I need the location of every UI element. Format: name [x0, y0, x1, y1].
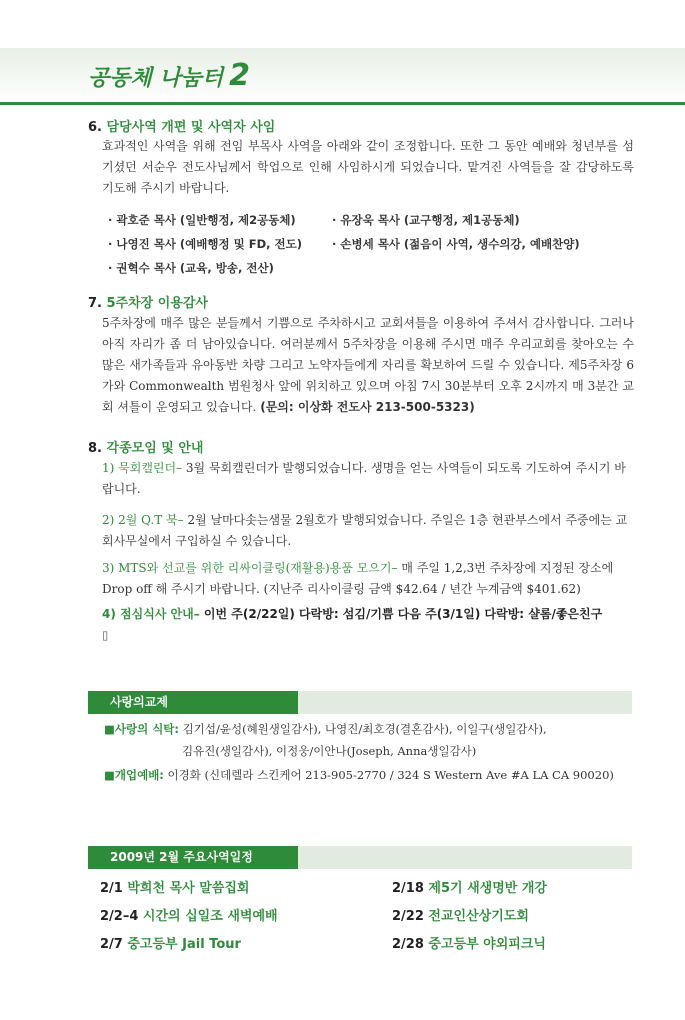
thanks-text-1: 김기섭/윤성(혜원생일감사), 나영진/최호경(결혼감사), 이일구(생일감사),: [179, 722, 547, 736]
schedule-name: 시간의 십일조 새벽예배: [142, 909, 278, 924]
schedule-event: [392, 933, 546, 952]
schedule-date: 2/7: [100, 937, 123, 952]
notice-text: 이번 주(2/22일) 다락방: 섬김/기쁨 다음 주(3/1일) 다락방: 샬롬/좋은친구: [199, 607, 603, 621]
opening-line: [104, 767, 614, 783]
thanks-line-1: [104, 721, 547, 737]
notice-item-4: [102, 604, 634, 625]
love-section-title: 사랑의교제: [88, 691, 298, 714]
section-6-title: [88, 116, 275, 135]
section-7-text: 5주차장에 매주 많은 분들께서 기쁨으로 주차하시고 교회셔틀을 이용하여 주셔서 감사합니다. 그러나 아직 자리가 좀 더 남아있습니다. 여러분께서 5주차장을 이용해 주시면 매주 우리교회를 찾아오는 수 많은 새가족들과 유아동반 차량 그리고 노약자들에게 자리를 확보하여 드릴 수 있습니다. 제5주차장 6가와 Commonwealth 범원청사 앞에 위치하고 있으며 아침 7시 30분부터 오후 2시까지 매 3분간 교회 셔틀이 운영되고 있습니다.: [102, 316, 634, 414]
schedule-event: [100, 905, 278, 924]
schedule-date: 2/2–4: [100, 909, 139, 924]
section-7-body: [102, 313, 634, 418]
opening-text: 이경화 (신데렐라 스킨케어 213-905-2770 / 324 S Western Ave #A LA CA 90020): [163, 768, 614, 782]
header-rule: [0, 102, 685, 105]
schedule-date: 2/28: [392, 937, 424, 952]
notice-item-1: [102, 458, 634, 500]
notice-item-3: [102, 558, 634, 600]
section-6-heading: 담당사역 개편 및 사역자 사임: [106, 120, 276, 135]
assignment-item: · 권혁수 목사 (교육, 방송, 전산): [108, 261, 274, 275]
section-7-number: 7.: [88, 296, 102, 311]
schedule-date: 2/18: [392, 881, 424, 896]
notice-text: 3월 묵회캘린더가 발행되었습니다. 생명을 얻는 사역들이 되도록 기도하여 주시기 바랍니다.: [102, 461, 626, 496]
section-7-title: [88, 292, 208, 311]
schedule-date: 2/22: [392, 909, 424, 924]
notice-text: 매 주일 1,2,3번 주차장에 지정된 장소에 Drop off 해 주시기 바랍니다. (지난주 리사이클링 금액 $42.64 / 년간 누계금액 $401.62): [102, 561, 614, 596]
page-title: [88, 58, 250, 93]
section-8-heading: 각종모임 및 안내: [106, 441, 204, 456]
schedule-name: 중고등부 Jail Tour: [127, 937, 241, 952]
schedule-event: [100, 933, 241, 952]
assignment-item: · 나영진 목사 (예배행정 및 FD, 전도): [108, 237, 302, 251]
page-title-text: 공동체 나눔터: [88, 66, 224, 91]
assignment-item: · 유장욱 목사 (교구행정, 제1공동체): [332, 213, 520, 227]
schedule-event: [392, 905, 529, 924]
schedule-name: 전교인산상기도회: [428, 909, 529, 924]
schedule-name: 중고등부 야외피크닉: [428, 937, 546, 952]
schedule-event: [392, 877, 547, 896]
schedule-name: 제5기 새생명반 개강: [428, 881, 547, 896]
notice-label: 1) 묵회캘린더–: [102, 461, 183, 475]
schedule-event: [100, 877, 249, 896]
section-7-heading: 5주차장 이용감사: [106, 296, 208, 311]
assignment-item: · 손병세 목사 (젊음이 사역, 생수의강, 예배찬양): [332, 237, 580, 251]
schedule-date: 2/1: [100, 881, 123, 896]
notice-label: 3) MTS와 선교를 위한 리싸이클링(재활용)용품 모으기–: [102, 561, 398, 575]
assignment-item: · 곽호준 목사 (일반행정, 제2공동체): [108, 213, 296, 227]
page-title-number: 2: [229, 58, 251, 93]
thanks-line-2: 김유진(생일감사), 이정웅/이안나(Joseph, Anna생일감사): [182, 744, 477, 758]
section-7-contact: (문의: 이상화 전도사 213-500-5323): [260, 400, 475, 414]
opening-label: ■개업예배:: [104, 768, 164, 782]
trailing-mark: ▯: [102, 628, 109, 642]
section-8-title: [88, 437, 203, 456]
section-6-body: 효과적인 사역을 위해 전임 부목사 사역을 아래와 같이 조정합니다. 또한 그 동안 예배와 청년부를 섬기셨던 서순우 전도사님께서 학업으로 인해 사임하시게 되었습니다. 맡겨진 사역들을 잘 감당하도록 기도해 주시기 바랍니다.: [102, 139, 634, 195]
section-6-number: 6.: [88, 120, 102, 135]
schedule-name: 박희천 목사 말씀집회: [127, 881, 250, 896]
thanks-label: ■사랑의 식탁:: [104, 722, 180, 736]
notice-label: 2) 2월 Q.T 북–: [102, 513, 184, 527]
schedule-title: 2009년 2월 주요사역일정: [88, 846, 298, 869]
notice-label: 4) 점심식사 안내–: [102, 607, 200, 621]
section-8-number: 8.: [88, 441, 102, 456]
notice-item-2: [102, 510, 634, 552]
notice-text: 2월 날마다솟는샘물 2월호가 발행되었습니다. 주일은 1층 현관부스에서 주중에는 교회사무실에서 구입하실 수 있습니다.: [102, 513, 628, 548]
